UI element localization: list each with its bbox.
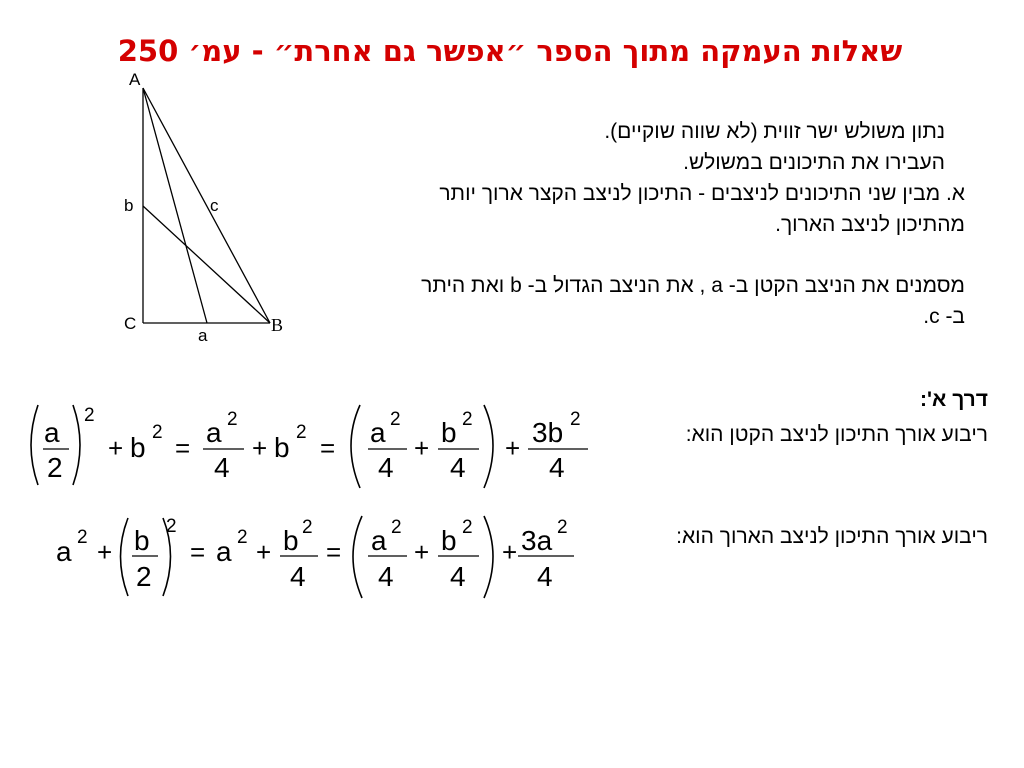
digit-4: 4 [537, 561, 553, 592]
hypotenuse-ab [143, 88, 270, 323]
var-b: b [274, 432, 290, 463]
exponent-2: 2 [462, 409, 473, 430]
long-leg-median-label: ריבוע אורך התיכון לניצב הארוך הוא: [676, 525, 988, 548]
equals-sign: = [190, 537, 206, 567]
side-a-label: a [198, 326, 208, 345]
left-paren [31, 405, 38, 485]
problem-line-2: העבירו את התיכונים במשולש. [683, 151, 945, 174]
median-to-short-leg [143, 88, 207, 323]
var-a: a [370, 417, 386, 448]
var-a: a [56, 536, 72, 567]
median-to-long-leg [143, 206, 270, 323]
side-c-label: c [210, 196, 219, 215]
var-b: b [130, 432, 146, 463]
exponent-2: 2 [462, 517, 473, 538]
triangle-diagram [143, 88, 270, 323]
vertex-b-label: B [271, 315, 284, 335]
exponent-2: 2 [84, 405, 95, 426]
digit-4: 4 [450, 561, 466, 592]
problem-line-4: מסמנים את הניצב הקטן ב- a , את הניצב הגדול ב- b ואת היתר ב- c. [421, 274, 965, 328]
var-b: b [441, 417, 457, 448]
exponent-2: 2 [391, 517, 402, 538]
exponent-2: 2 [302, 517, 313, 538]
problem-line-3: א. מבין שני התיכונים לניצבים - התיכון לניצב הקצר ארוך יותר מהתיכון לניצב הארוך. [439, 182, 965, 236]
var-a: a [371, 525, 387, 556]
digit-4: 4 [450, 452, 466, 483]
exponent-2: 2 [296, 422, 307, 443]
plus-sign: + [252, 433, 268, 463]
vertex-a-label: A [129, 70, 141, 89]
digit-4: 4 [290, 561, 306, 592]
var-a: a [216, 536, 232, 567]
exponent-2: 2 [152, 422, 163, 443]
plus-sign: + [256, 537, 272, 567]
coef-3a: 3a [521, 525, 553, 556]
exponent-2: 2 [557, 517, 568, 538]
problem-line-1: נתון משולש ישר זווית (לא שווה שוקיים). [604, 120, 945, 143]
side-b-label: b [124, 196, 134, 215]
short-leg-median-label: ריבוע אורך התיכון לניצב הקטן הוא: [685, 423, 988, 446]
plus-sign: + [505, 433, 521, 463]
equals-sign: = [175, 433, 191, 463]
var-b: b [441, 525, 457, 556]
digit-4: 4 [378, 561, 394, 592]
exponent-2: 2 [570, 409, 581, 430]
exponent-2: 2 [166, 516, 177, 537]
page-title: שאלות העמקה מתוך הספר ״אפשר גם אחרת״ - עמ׳ 250 [117, 34, 903, 68]
left-paren [351, 405, 360, 488]
equals-sign: = [326, 537, 342, 567]
exponent-2: 2 [77, 527, 88, 548]
plus-sign: + [108, 433, 124, 463]
vertex-c-label: C [124, 314, 137, 333]
left-paren [353, 516, 362, 598]
plus-sign: + [414, 537, 430, 567]
exponent-2: 2 [390, 409, 401, 430]
var-b: b [283, 525, 299, 556]
solution-heading: דרך א': [920, 388, 988, 411]
equals-sign: = [320, 433, 336, 463]
exponent-2: 2 [227, 409, 238, 430]
plus-sign: + [414, 433, 430, 463]
equation-short-leg-median [31, 405, 588, 488]
exponent-2: 2 [237, 527, 248, 548]
plus-sign: + [502, 537, 518, 567]
digit-4: 4 [214, 452, 230, 483]
var-a: a [44, 417, 60, 448]
digit-4: 4 [378, 452, 394, 483]
right-paren [73, 405, 80, 485]
right-paren [484, 405, 493, 488]
right-paren [484, 516, 493, 598]
digit-4: 4 [549, 452, 565, 483]
digit-2: 2 [47, 452, 63, 483]
var-b: b [134, 525, 150, 556]
equation-long-leg-median [56, 516, 574, 598]
digit-2: 2 [136, 561, 152, 592]
var-a: a [206, 417, 222, 448]
plus-sign: + [97, 537, 113, 567]
left-paren [121, 518, 129, 596]
coef-3b: 3b [532, 417, 564, 448]
